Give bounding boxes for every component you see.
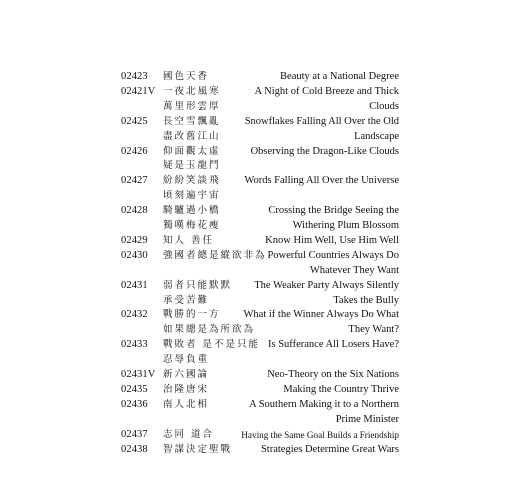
entry-row (0, 70, 520, 84)
entry-chinese-title: 仰面觀太虛 (163, 145, 221, 157)
entry-chinese-title: 萬里形雲厚 (163, 100, 221, 112)
entry-row (0, 85, 520, 99)
entry-english-title: Clouds (369, 100, 399, 112)
entry-english-title: Words Falling All Over the Universe (244, 175, 399, 187)
entry-row (0, 159, 520, 173)
entry-english-title: Withering Plum Blossom (292, 220, 399, 231)
entry-english-title: Observing the Dragon-Like Clouds (250, 145, 399, 157)
entry-code: 02431 (121, 279, 148, 291)
entry-english-title: Neo-Theory on the Six Nations (267, 369, 399, 380)
entry-row (0, 383, 520, 397)
entry-row (0, 174, 520, 188)
entry-row (0, 264, 520, 278)
entry-english-title: Strategies Determine Great Wars (260, 443, 399, 455)
entry-chinese-title: 新六國論 (163, 369, 210, 380)
entry-row (0, 323, 520, 337)
entry-english-title: Takes the Bully (333, 294, 399, 306)
entry-row (0, 279, 520, 293)
entry-english-title: The Weaker Party Always Silently (254, 279, 399, 291)
entry-english-title: Having the Same Goal Builds a Friendship (241, 429, 399, 440)
entry-code: 02433 (121, 339, 148, 351)
entry-row (0, 368, 520, 382)
entry-code: 02438 (121, 443, 148, 455)
entry-chinese-title: 南人北相 (163, 398, 210, 410)
entry-row (0, 219, 520, 233)
entry-code: 02437 (121, 428, 148, 440)
entry-chinese-title: 國色天香 (163, 71, 210, 82)
entry-english-title: Landscape (354, 130, 399, 142)
entry-row (0, 413, 520, 427)
entry-code: 02425 (121, 115, 148, 127)
entry-chinese-title: 疑是玉龍鬥 (163, 160, 221, 172)
entry-chinese-title: 獨嘆梅花瘦 (163, 220, 221, 231)
entry-row (0, 204, 520, 218)
entry-row (0, 308, 520, 322)
entry-english-title: A Southern Making it to a Northern (249, 398, 399, 410)
entry-chinese-title: 戰勝的一方 (163, 309, 221, 321)
entry-row (0, 353, 520, 367)
entry-code: 02429 (121, 234, 148, 246)
entry-chinese-title: 智謀決定聖戰 (163, 443, 233, 455)
entry-english-title: Prime Minister (335, 413, 399, 425)
entry-english-title: Crossing the Bridge Seeing the (268, 205, 399, 217)
entry-chinese-title: 承受苦難 (163, 294, 210, 306)
entry-english-title: Making the Country Thrive (283, 383, 399, 395)
entry-code: 02430 (121, 249, 148, 261)
entry-chinese-title: 騎驢過小橋 (163, 205, 221, 217)
entry-chinese-title: 長空雪飄亂 (163, 115, 221, 127)
entry-chinese-title: 紛紛笑談飛 (163, 175, 221, 187)
entry-english-title: What if the Winner Always Do What (243, 309, 399, 321)
entry-chinese-title: 知人 善任 (163, 234, 215, 246)
entry-chinese-title: 忍辱負重 (163, 354, 210, 366)
entry-code: 02428 (121, 205, 148, 217)
entry-english-title: Know Him Well, Use Him Well (265, 234, 399, 246)
entry-code: 02421V (121, 85, 156, 97)
entry-row (0, 115, 520, 129)
entry-row (0, 189, 520, 203)
entry-code: 02426 (121, 145, 148, 157)
entry-chinese-title: 一夜北風寒 (163, 85, 221, 97)
entry-english-title: Powerful Countries Always Do (267, 249, 399, 261)
entry-row (0, 130, 520, 144)
entry-code: 02436 (121, 398, 148, 410)
entry-chinese-title: 盡改舊江山 (163, 130, 221, 142)
entry-chinese-title: 志同 道合 (163, 428, 215, 440)
entry-english-title: Beauty at a National Degree (280, 71, 399, 82)
entry-row (0, 428, 520, 442)
entry-english-title: They Want? (348, 324, 399, 336)
entry-row (0, 234, 520, 248)
entry-chinese-title: 治隆唐宋 (163, 383, 210, 395)
entry-code: 02423 (121, 71, 148, 82)
entry-code: 02431V (121, 369, 156, 380)
entry-chinese-title: 如果總是為所欲為 (163, 324, 256, 336)
entry-row (0, 294, 520, 308)
entry-chinese-title: 頃刻遍宇宙 (163, 190, 221, 202)
entry-row (0, 249, 520, 263)
entry-english-title: A Night of Cold Breeze and Thick (254, 85, 399, 97)
entry-chinese-title: 弱者只能默默 (163, 279, 233, 291)
entry-row (0, 398, 520, 412)
entry-english-title: Snowflakes Falling All Over the Old (244, 115, 399, 127)
entry-code: 02435 (121, 383, 148, 395)
entry-english-title: Is Sufferance All Losers Have? (267, 339, 399, 351)
entry-row (0, 443, 520, 457)
entry-row (0, 145, 520, 159)
entry-code: 02432 (121, 309, 148, 321)
entry-code: 02427 (121, 175, 148, 187)
entry-chinese-title: 戰敗者 是不是只能 (163, 339, 261, 351)
entry-row (0, 338, 520, 352)
entry-english-title: Whatever They Want (309, 264, 399, 276)
entry-row (0, 100, 520, 114)
entry-chinese-title: 強國者總是縱欲非為 (163, 249, 267, 261)
